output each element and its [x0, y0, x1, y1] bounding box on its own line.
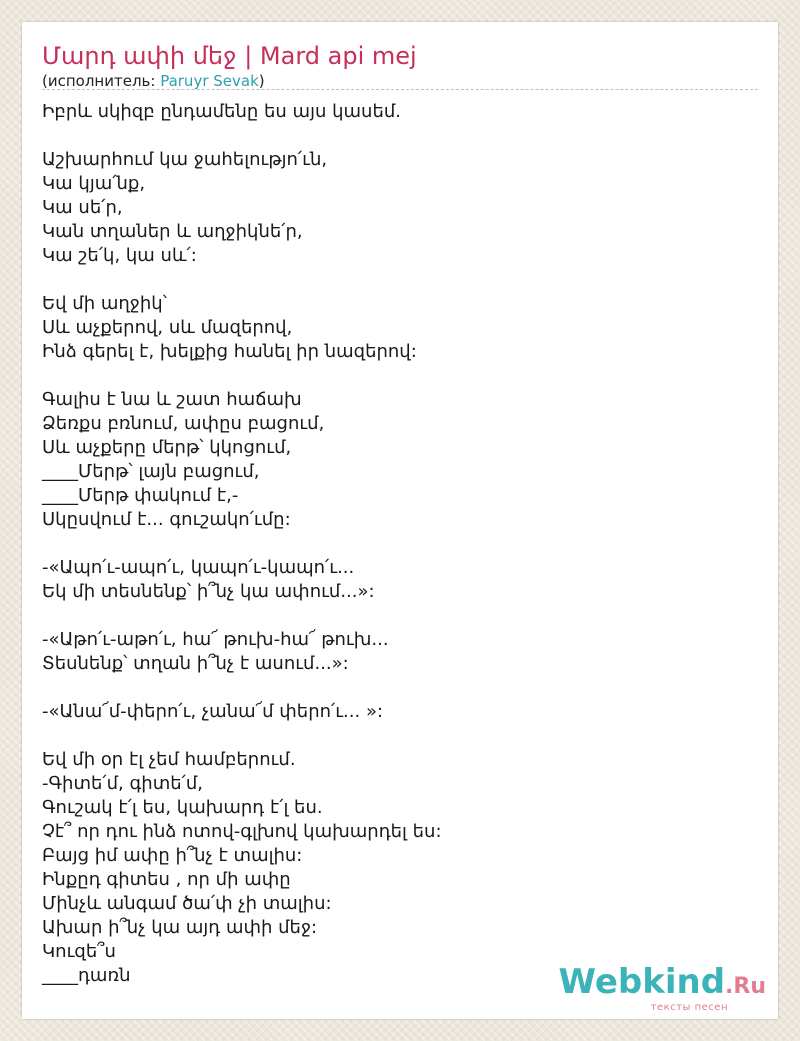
lyric-line: Չէ՞ որ դու ինձ ոտով-գլխով կախարդել ես: — [42, 821, 442, 842]
lyric-line: Բայց իմ ափը ի՞նչ է տալիս: — [42, 845, 303, 866]
logo-tld: .Ru — [725, 974, 766, 999]
lyric-line — [42, 124, 758, 148]
lyric-line: Իբրև սկիզբ ընդամենը ես այս կասեմ. — [42, 101, 401, 122]
lyrics-card — [22, 22, 778, 1019]
lyric-line: Կուզե՞ս — [42, 941, 116, 962]
lyric-line: Ախար ի՞նչ կա այդ ափի մեջ: — [42, 917, 318, 938]
performer-link[interactable]: Paruyr Sevak — [160, 72, 259, 90]
lyric-line: -«Անա՜մ-փերո՛ւ, չանա՜մ փերո՛ւ... »: — [42, 701, 384, 722]
lyric-line: Տեսնենք՝ տղան ի՞նչ է ասում...»: — [42, 653, 349, 674]
performer-line — [42, 71, 265, 91]
page-title: Մարդ ափի մեջ | Mard api mej — [42, 42, 417, 70]
performer-suffix: ) — [258, 72, 265, 90]
lyric-line: Սև աչքերը մերթ՝ կկոցում, — [42, 437, 292, 458]
lyric-line: Մինչև անգամ ծա՛փ չի տալիս: — [42, 893, 332, 914]
lyric-line: -Գիտե՛մ, գիտե՛մ, — [42, 773, 203, 794]
lyric-line: Կա կյա՛նք, — [42, 173, 146, 194]
lyric-line: Ինքըդ գիտես , որ մի ափը — [42, 869, 291, 890]
lyric-line — [42, 676, 758, 700]
lyric-line: Սկըսվում է... գուշակո՛ւմը: — [42, 509, 291, 530]
lyric-line — [42, 268, 758, 292]
performer-prefix: (исполнитель: — [42, 72, 161, 90]
lyric-line — [42, 724, 758, 748]
lyric-line: Սև աչքերով, սև մազերով, — [42, 317, 293, 338]
lyric-line: Եկ մի տեսնենք՝ ի՞նչ կա ափում...»: — [42, 581, 375, 602]
lyric-line: -«Ապո՛ւ-ապո՛ւ, կապո՛ւ-կապո՛ւ... — [42, 557, 355, 578]
lyric-line — [42, 364, 758, 388]
title-divider — [42, 89, 758, 90]
lyrics-text — [42, 100, 758, 988]
lyric-line: ____Մերթ՝ լայն բացում, — [42, 461, 260, 482]
lyric-line: Եվ մի աղջիկ՝ — [42, 293, 167, 314]
lyric-line: Ձեռքս բռնում, ափըս բացում, — [42, 413, 325, 434]
lyric-line: Կա սե՛ր, — [42, 197, 123, 218]
lyric-line: Գուշակ է՛լ ես, կախարդ է՛լ ես. — [42, 797, 323, 818]
lyric-line: ____Մերթ փակում է,- — [42, 485, 239, 506]
lyric-line — [42, 532, 758, 556]
lyric-line: Եվ մի օր էլ չեմ համբերում. — [42, 749, 296, 770]
logo-brand: Webkind — [558, 962, 726, 1002]
lyric-line — [42, 604, 758, 628]
lyric-line: -«Աթո՛ւ-աթո՛ւ, հա՜ թուխ-հա՜ թուխ... — [42, 629, 389, 650]
lyric-line: Աշխարհում կա ջահելությո՛ւն, — [42, 149, 328, 170]
lyric-line: Կան տղաներ և աղջիկնե՛ր, — [42, 221, 303, 242]
logo-tagline: тексты песен — [650, 1002, 728, 1013]
lyric-line: ____դառն — [42, 965, 131, 986]
lyric-line: Գալիս է նա և շատ հաճախ — [42, 389, 302, 410]
site-logo[interactable] — [558, 962, 766, 1013]
lyric-line: Ինձ գերել է, խելքից հանել իր նազերով: — [42, 341, 417, 362]
lyric-line: Կա շե՛կ, կա սև՛: — [42, 245, 197, 266]
